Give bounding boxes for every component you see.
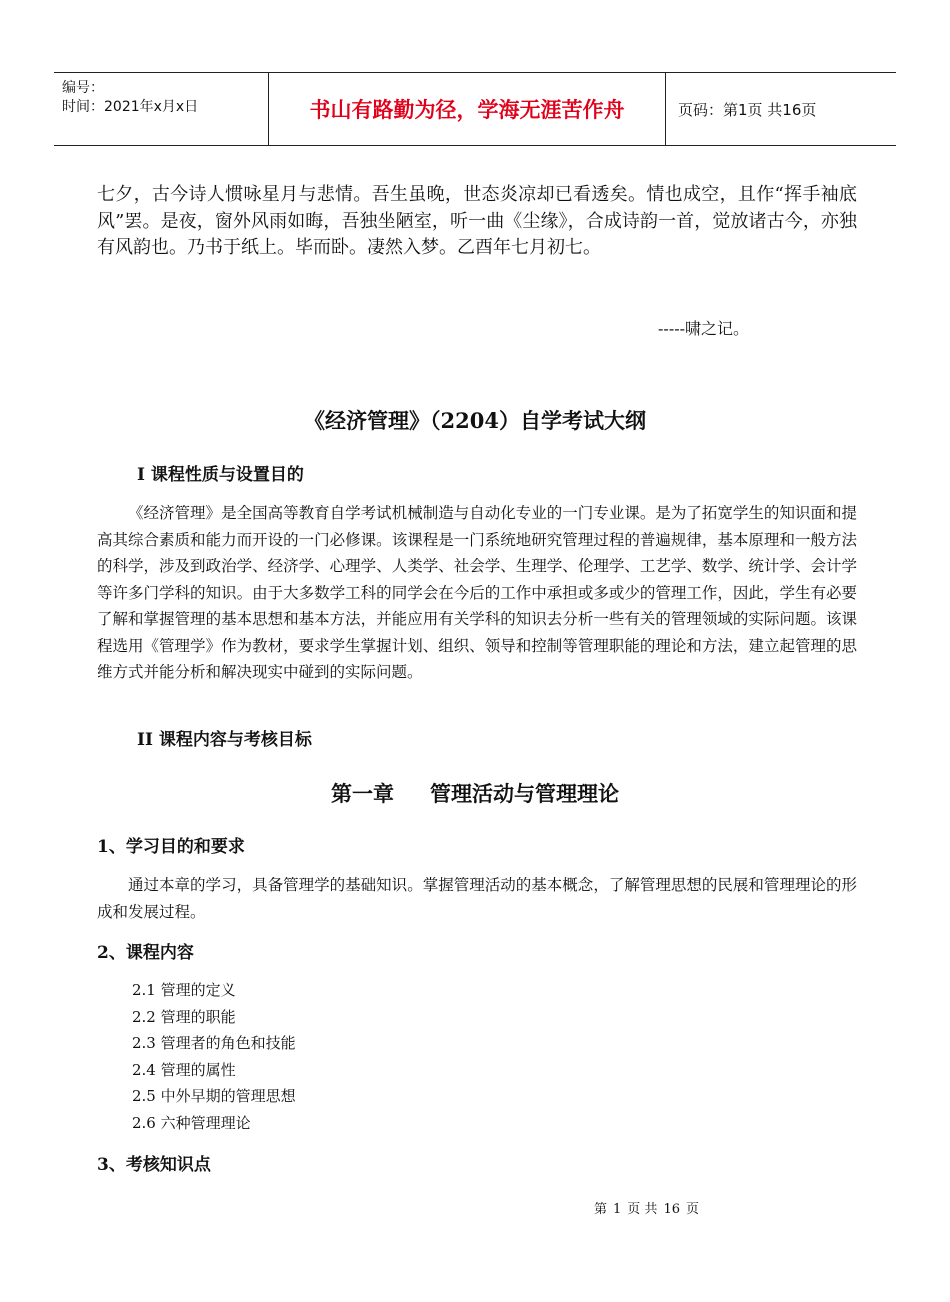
header-page-info: 页码：第1页 共16页 xyxy=(678,100,817,119)
number-label: 编号： xyxy=(62,80,104,96)
header-motto: 书山有路勤为径，学海无涯苦作舟 xyxy=(309,98,625,122)
chapter-heading xyxy=(0,778,950,808)
chapter-title: 管理活动与管理理论 xyxy=(430,781,619,806)
learning-goals-paragraph: 通过本章的学习，具备管理学的基础知识。掌握管理活动的基本概念，了解管理思想的民展和管理理论的形成和发展过程。 xyxy=(97,876,857,921)
list-item: 2.3 管理者的角色和技能 xyxy=(132,1034,296,1053)
footer-mid: 页 共 xyxy=(627,1202,658,1217)
heading-course-content: 2、课程内容 xyxy=(97,943,194,963)
section-heading-1: I 课程性质与设置目的 xyxy=(137,465,304,485)
header-divider xyxy=(665,73,666,145)
course-content-list xyxy=(132,977,296,1137)
footer-page-number: 1 xyxy=(613,1202,622,1217)
header-meta xyxy=(62,79,198,117)
footer-prefix: 第 xyxy=(594,1202,608,1217)
list-item: 2.4 管理的属性 xyxy=(132,1060,236,1079)
chapter-number: 第一章 xyxy=(331,781,394,806)
section-heading-2: II 课程内容与考核目标 xyxy=(137,730,312,750)
footer-suffix: 页 xyxy=(685,1202,699,1217)
document-title: 《经济管理》（2204）自学考试大纲 xyxy=(304,408,646,433)
heading-learning-goals: 1、学习目的和要求 xyxy=(97,837,245,857)
preface-signature: -----啸之记。 xyxy=(658,319,750,338)
time-label: 时间：2021年x月x日 xyxy=(62,99,199,115)
course-intro-paragraph: 《经济管理》是全国高等教育自学考试机械制造与自动化专业的一门专业课。是为了拓宽学生的知识面和提高其综合素质和能力而开设的一门必修课。该课程是一门系统地研究管理过程的普遍规律，基本原理和一般方法的科学，涉及到政治学、经济学、心理学、人类学、社会学、生理学、伦理学、工艺学、数学、统计学、会计学等许多门学科的知识。由于大多数学工科的同学会在今后的工作中承担或多或少的管理工作，因此，学生有必要了解和掌握管理的基本思想和基本方法，并能应用有关学科的知识去分析一些有关的管理领域的实际问题。该课程选用《管理学》作为教材，要求学生掌握计划、组织、领导和控制等管理职能的理论和方法，建立起管理的思维方式并能分析和解决现实中碰到的实际问题。 xyxy=(97,504,857,681)
list-item: 2.5 中外早期的管理思想 xyxy=(132,1087,296,1106)
page-footer xyxy=(594,1198,705,1217)
list-item: 2.2 管理的职能 xyxy=(132,1007,236,1026)
list-item: 2.1 管理的定义 xyxy=(132,981,236,999)
list-item: 2.6 六种管理理论 xyxy=(132,1113,251,1132)
page-header xyxy=(54,72,896,146)
footer-page-total: 16 xyxy=(663,1202,680,1217)
preface-paragraph: 七夕，古今诗人惯咏星月与悲情。吾生虽晚，世态炎凉却已看透矣。情也成空，且作“挥手袖底风”罢。是夜，窗外风雨如晦，吾独坐陋室，听一曲《尘缘》，合成诗韵一首，觉放诸古今，亦独有风韵也。乃书于纸上。毕而卧。凄然入梦。乙酉年七月初七。 xyxy=(97,184,857,258)
heading-assessment-points: 3、考核知识点 xyxy=(97,1155,211,1175)
